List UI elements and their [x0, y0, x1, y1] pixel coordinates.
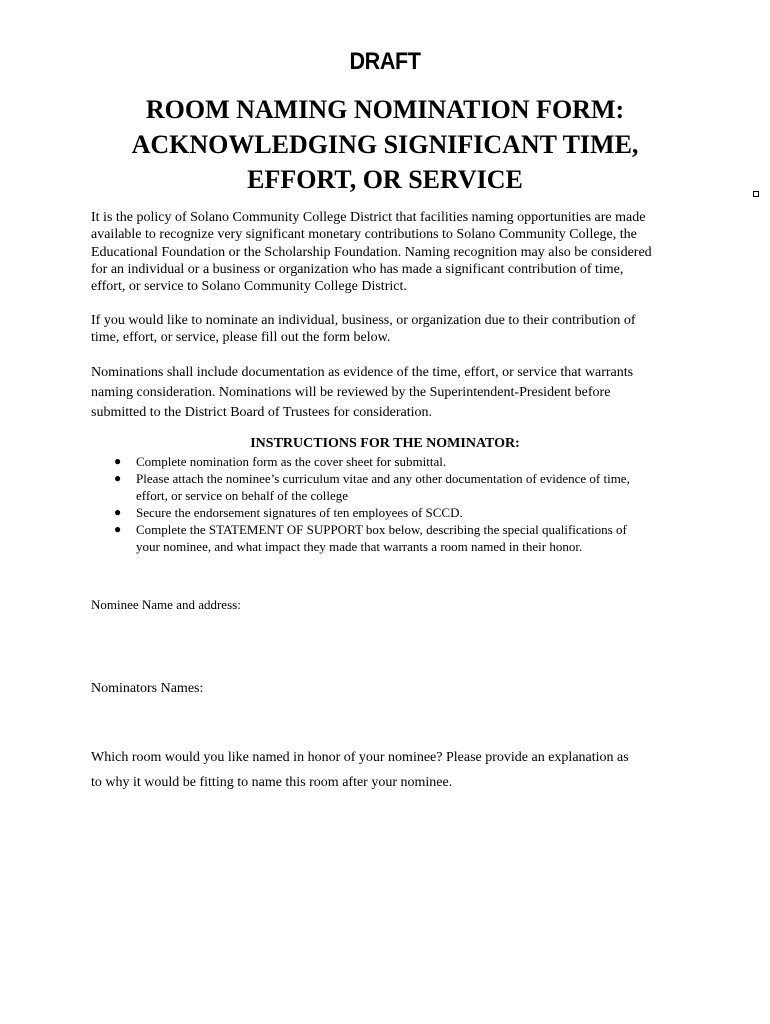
list-item — [112, 504, 672, 521]
list-item-line: Please attach the nominee’s curriculum vitae and any other documentation of evidence of time, — [136, 471, 630, 486]
policy-paragraph — [91, 209, 691, 295]
nominee-name-address-label: Nominee Name and address: — [91, 597, 241, 612]
room-question-line: Which room would you like named in honor of your nominee? Please provide an explanation as — [91, 750, 629, 765]
list-item — [112, 521, 672, 555]
list-item-line: Complete nomination form as the cover sheet for submittal. — [136, 454, 447, 469]
list-item — [112, 470, 672, 504]
paragraph-line: available to recognize very significant monetary contributions to Solano Community College, the — [91, 227, 637, 243]
form-title-line-3: EFFORT, OR SERVICE — [247, 165, 523, 194]
paragraph-line: for an individual or a business or organization who has made a significant contribution of time, — [91, 261, 624, 277]
form-title-line-2: ACKNOWLEDGING SIGNIFICANT TIME, — [131, 130, 639, 159]
paragraph-line: effort, or service to Solano Community College District. — [91, 279, 407, 295]
form-title-line-1: ROOM NAMING NOMINATION FORM: — [145, 95, 625, 124]
nominate-paragraph — [91, 312, 691, 347]
paragraph-line: Nominations shall include documentation as evidence of the time, effort, or service that warrants — [91, 365, 634, 380]
bullet-icon: ● — [114, 522, 122, 536]
list-item-line: Secure the endorsement signatures of ten employees of SCCD. — [136, 505, 463, 520]
instructions-list — [112, 453, 672, 555]
bullet-icon: ● — [114, 505, 122, 519]
paragraph-line: Educational Foundation or the Scholarship Foundation. Naming recognition may also be considered — [91, 244, 652, 260]
nominators-names-label: Nominators Names: — [91, 681, 204, 696]
list-item-line: Complete the STATEMENT OF SUPPORT box below, describing the special qualifications of — [136, 522, 627, 537]
small-square-marker — [753, 191, 759, 197]
instructions-heading: INSTRUCTIONS FOR THE NOMINATOR: — [250, 436, 520, 451]
paragraph-line: time, effort, or service, please fill out the form below. — [91, 330, 391, 346]
paragraph-line: naming consideration. Nominations will be reviewed by the Superintendent-President before — [91, 385, 611, 400]
list-item — [112, 453, 672, 470]
paragraph-line: submitted to the District Board of Trustees for consideration. — [91, 405, 433, 420]
draft-label: DRAFT — [349, 48, 421, 75]
documentation-paragraph — [91, 363, 691, 423]
room-question — [91, 745, 691, 795]
paragraph-line: It is the policy of Solano Community College District that facilities naming opportunities are made — [91, 210, 646, 225]
bullet-icon: ● — [114, 454, 122, 468]
room-question-line: to why it would be fitting to name this room after your nominee. — [91, 775, 453, 790]
list-item-line: your nominee, and what impact they made that warrants a room named in their honor. — [136, 539, 583, 554]
bullet-icon: ● — [114, 471, 122, 485]
list-item-line: effort, or service on behalf of the college — [136, 488, 348, 503]
paragraph-line: If you would like to nominate an individual, business, or organization due to their contribution of — [91, 313, 636, 328]
form-title — [0, 92, 770, 197]
